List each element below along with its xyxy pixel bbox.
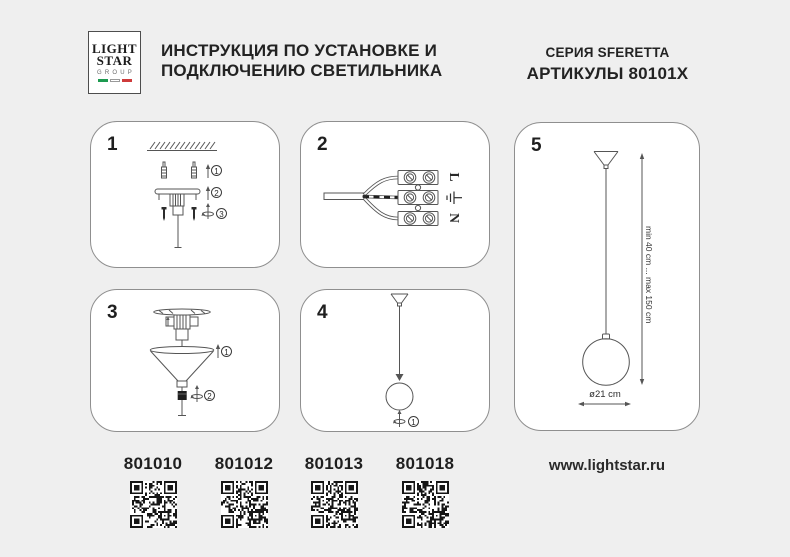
articles-label: АРТИКУЛЫ 80101X xyxy=(526,64,689,83)
article-801018 xyxy=(379,454,471,528)
panel-4-number: 4 xyxy=(317,302,328,323)
diagram-canopy-assembly xyxy=(91,290,279,431)
series-name: СЕРИЯ SFERETTA xyxy=(545,45,670,60)
website-url: www.lightstar.ru xyxy=(548,457,666,474)
height-range-dimension: min 40 cm ... max 150 cm xyxy=(644,226,654,324)
page-title-line2: ПОДКЛЮЧЕНИЮ СВЕТИЛЬНИКА xyxy=(161,61,443,80)
step-marker-1: 1 xyxy=(221,346,232,357)
article-number: 801012 xyxy=(214,454,274,473)
page-title-line1: ИНСТРУКЦИЯ ПО УСТАНОВКЕ И xyxy=(161,41,437,60)
panel-3-number: 3 xyxy=(107,302,118,323)
step-marker-1: 1 xyxy=(211,165,222,176)
diagram-ceiling-anchors xyxy=(91,122,279,267)
qr-code xyxy=(221,481,268,528)
panel-1-number: 1 xyxy=(107,134,118,155)
step-marker-2: 2 xyxy=(204,390,215,401)
diameter-dimension: ø21 cm xyxy=(589,389,621,400)
earth-ground-icon xyxy=(447,192,462,205)
logo-text-group: GROUP xyxy=(96,70,135,77)
article-number: 801010 xyxy=(123,454,183,473)
step-marker-1: 1 xyxy=(408,416,419,427)
page-title xyxy=(161,41,442,81)
terminal-label-live: L xyxy=(447,172,462,182)
logo-text-star: STAR xyxy=(96,53,133,69)
qr-code xyxy=(402,481,449,528)
article-801012 xyxy=(198,454,290,528)
article-number: 801013 xyxy=(304,454,364,473)
panel-dimensions xyxy=(514,122,700,431)
panel-step-4 xyxy=(300,289,490,432)
panel-step-2 xyxy=(300,121,490,268)
panel-step-1 xyxy=(90,121,280,268)
qr-code xyxy=(130,481,177,528)
diagram-terminal-wiring xyxy=(301,122,489,267)
article-801010 xyxy=(107,454,199,528)
logo-text-light: LIGHT xyxy=(91,41,138,57)
terminal-label-neutral: N xyxy=(447,213,462,223)
diagram-sphere-attachment xyxy=(301,290,489,431)
step-marker-2: 2 xyxy=(211,187,222,198)
panel-step-3 xyxy=(90,289,280,432)
lightstar-logo xyxy=(88,31,141,94)
italian-flag-icon xyxy=(98,79,132,82)
series-header xyxy=(510,45,705,84)
article-number: 801018 xyxy=(395,454,455,473)
panel-2-number: 2 xyxy=(317,134,328,155)
diagram-pendant-dimensions xyxy=(515,123,699,430)
step-marker-3: 3 xyxy=(216,208,227,219)
panel-5-number: 5 xyxy=(531,135,542,156)
article-801013 xyxy=(288,454,380,528)
qr-code xyxy=(311,481,358,528)
